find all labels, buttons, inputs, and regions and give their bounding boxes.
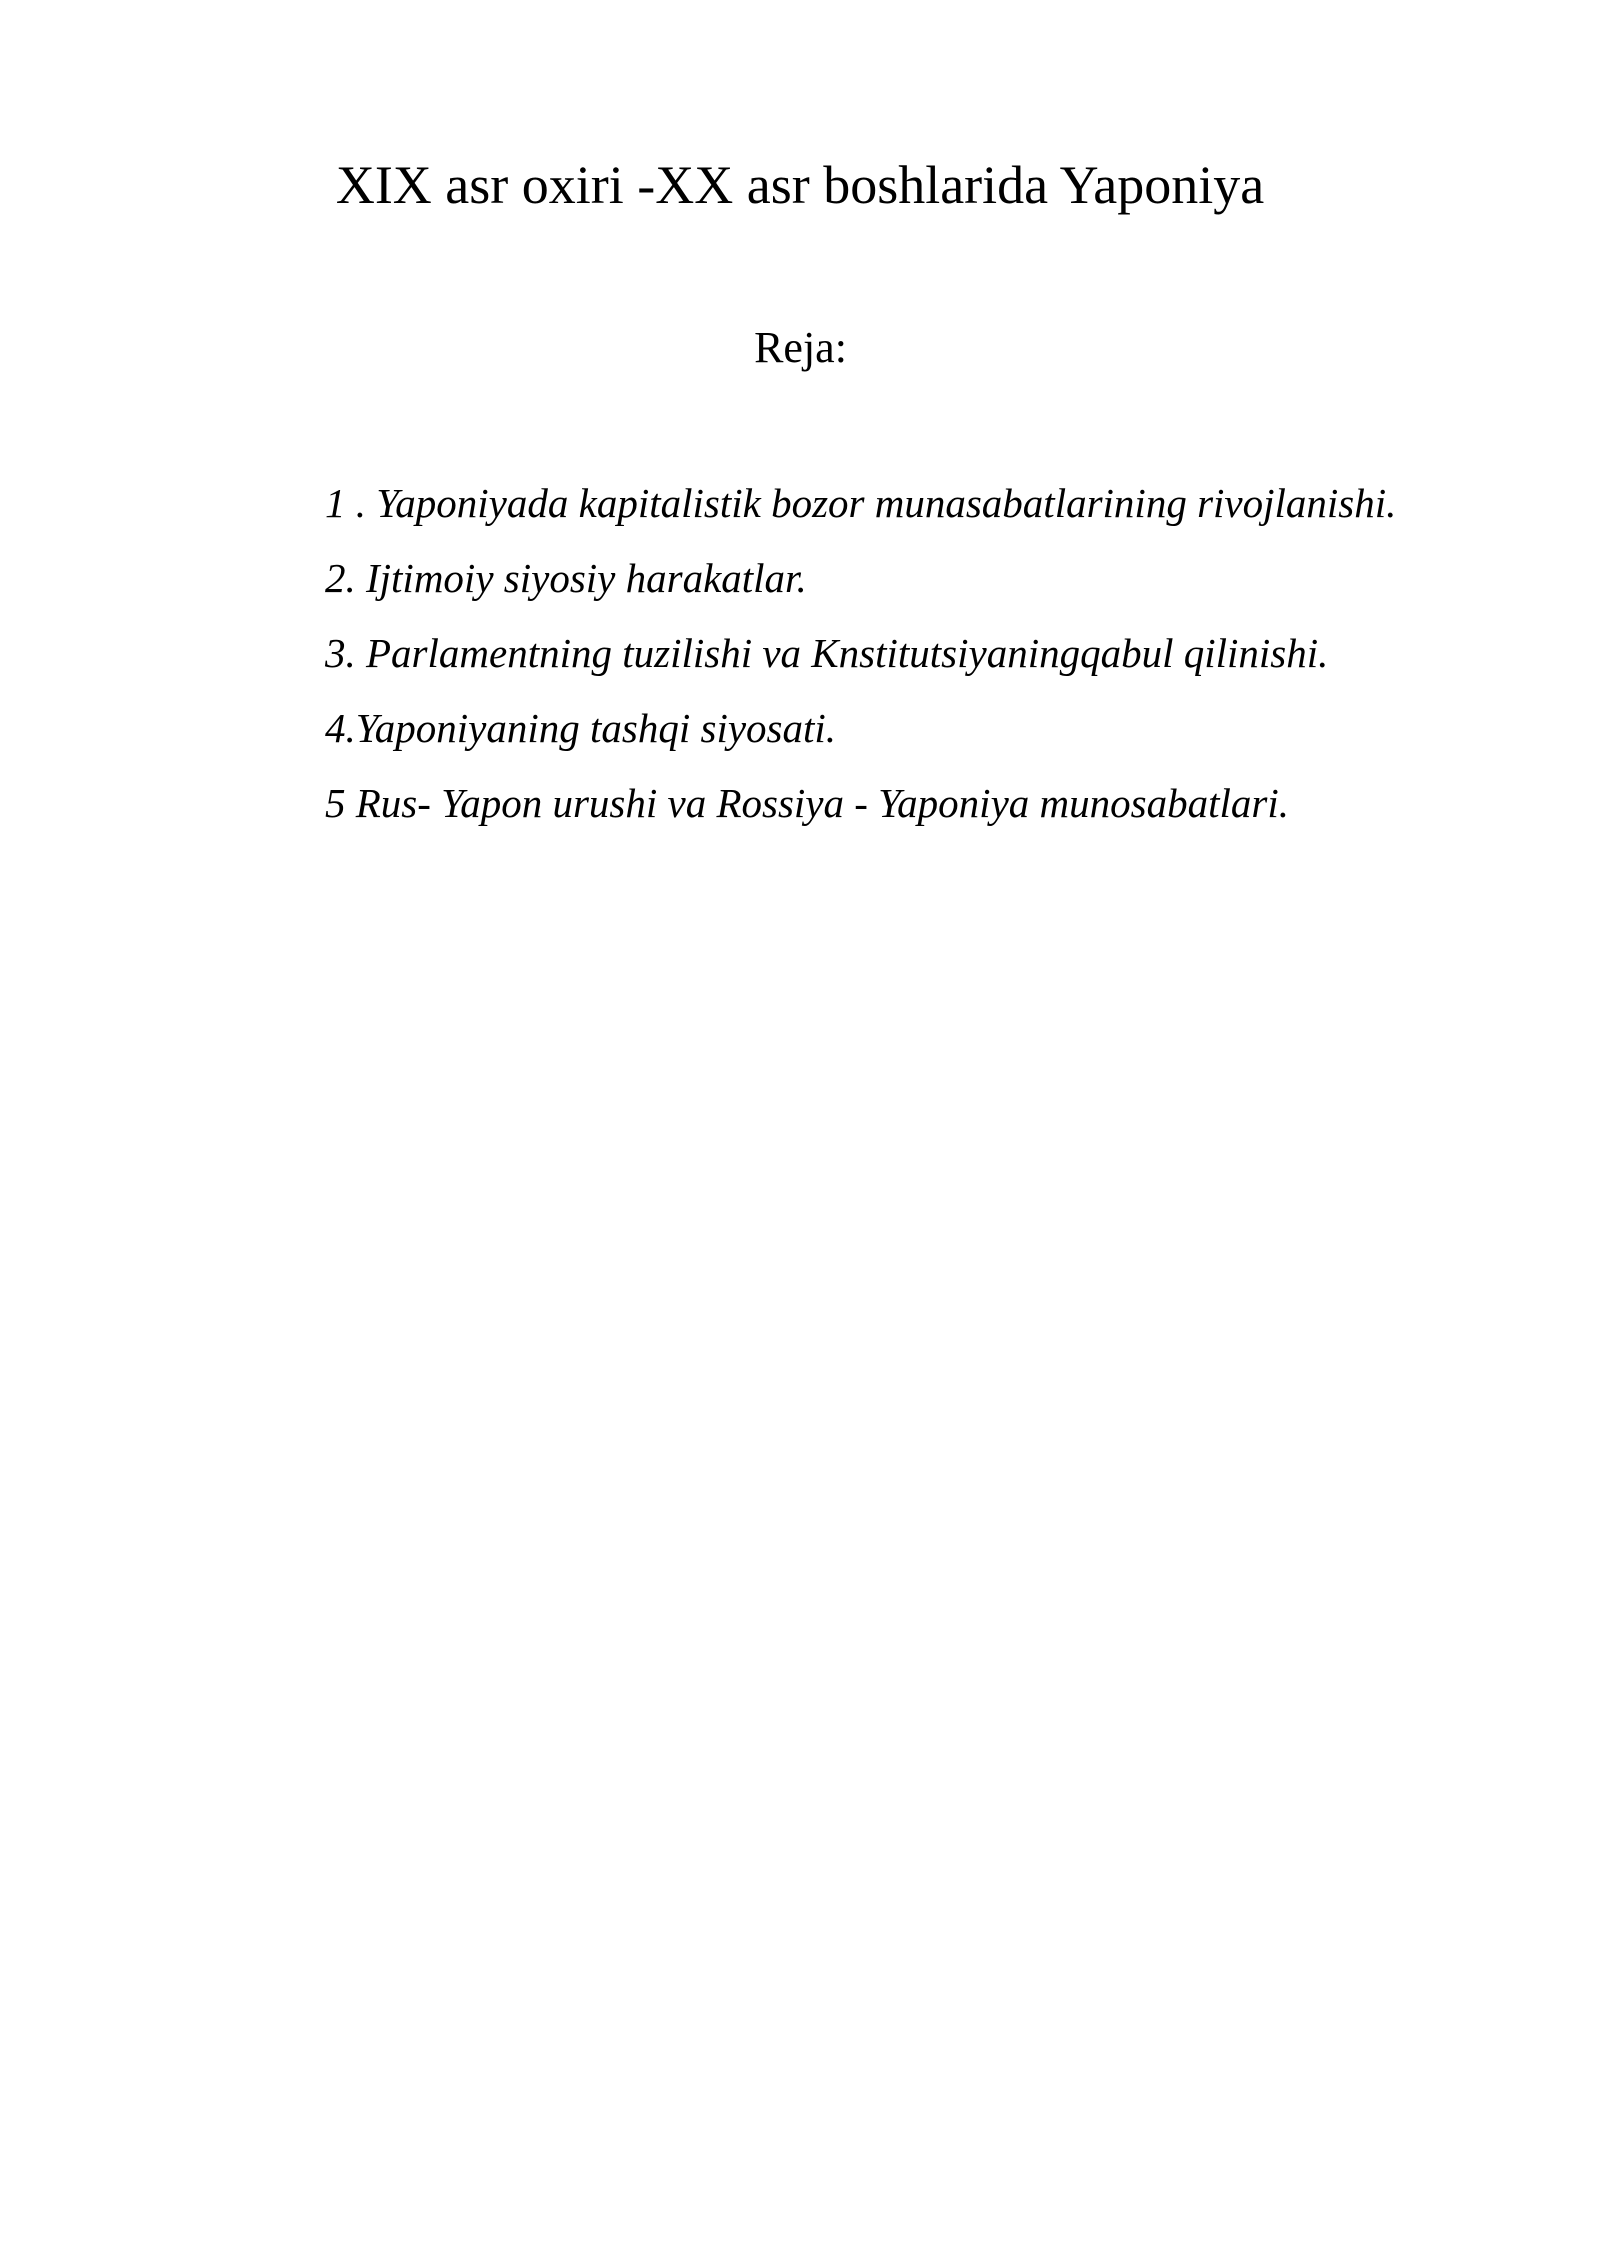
plan-item-3: 3. Parlamentning tuzilishi va Knstitutsiyaningqabul qilinishi. bbox=[325, 630, 1329, 676]
plan-heading bbox=[0, 318, 1600, 378]
plan-item-2: 2. Ijtimoiy siyosiy harakatlar. bbox=[325, 555, 807, 601]
plan-item-4: 4.Yaponiyaning tashqi siyosati. bbox=[325, 705, 837, 751]
page-title-text: XIX asr oxiri -XX asr boshlarida Yaponiya bbox=[335, 155, 1265, 215]
plan-list bbox=[325, 466, 1525, 841]
page-title bbox=[0, 150, 1600, 220]
plan-item-1: 1 . Yaponiyada kapitalistik bozor munasabatlarining rivojlanishi. bbox=[325, 480, 1397, 526]
plan-item-5: 5 Rus- Yapon urushi va Rossiya - Yaponiya munosabatlari. bbox=[325, 780, 1289, 826]
plan-heading-text: Reja: bbox=[754, 323, 847, 372]
